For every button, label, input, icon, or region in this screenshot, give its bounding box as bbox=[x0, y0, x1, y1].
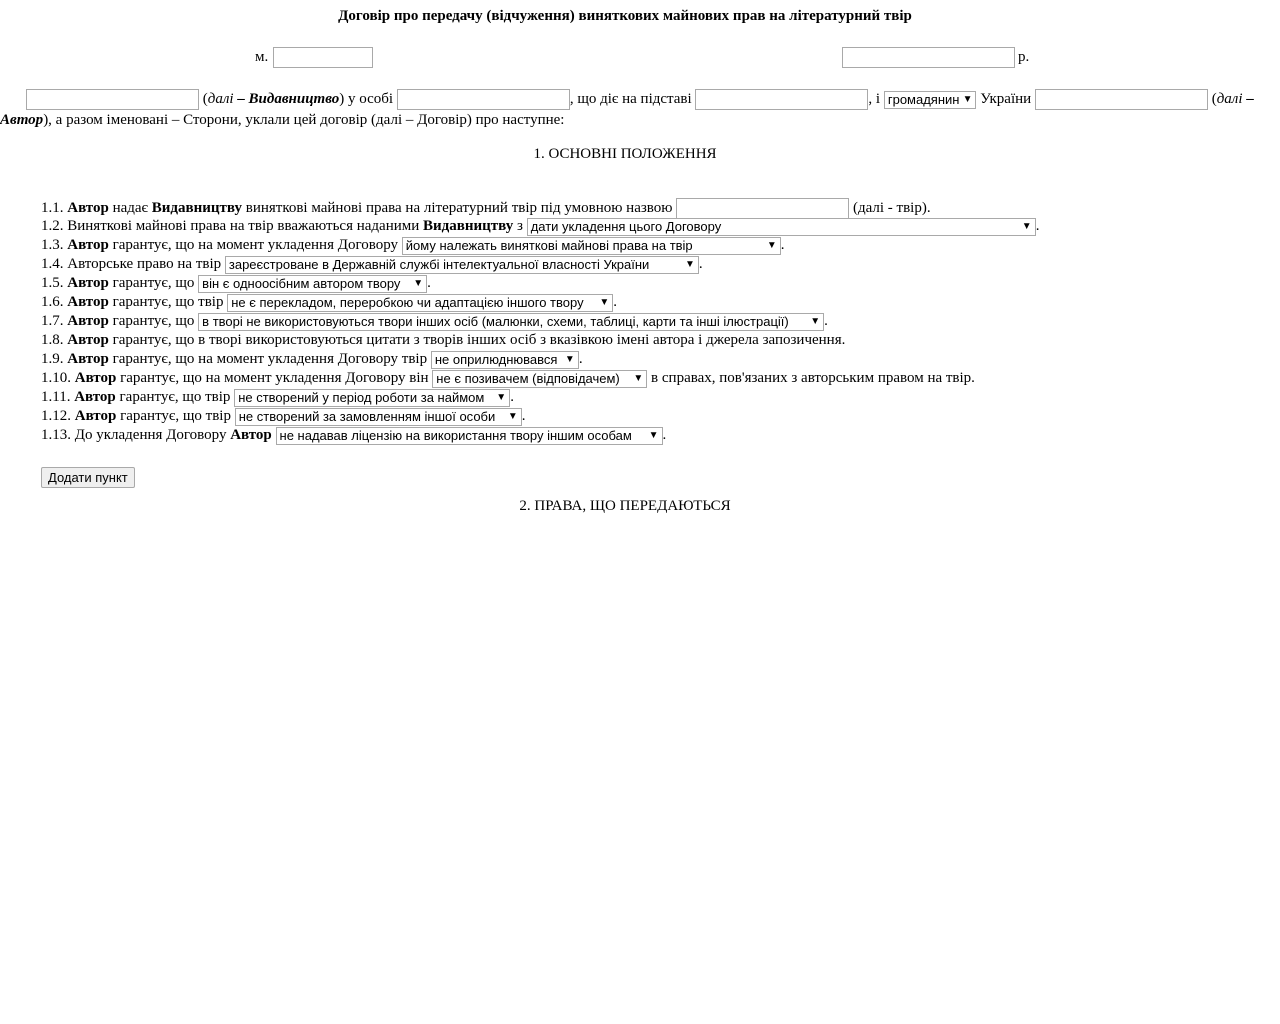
clause-end: . bbox=[780, 237, 785, 253]
select-value: не є перекладом, переробкою чи адаптацією іншого твору bbox=[231, 294, 584, 310]
chevron-down-icon: ▼ bbox=[962, 93, 973, 105]
author-term: Автор bbox=[67, 237, 109, 253]
clause-number: 1.1. bbox=[41, 199, 64, 216]
author-alias-open: ( bbox=[1211, 91, 1217, 107]
basis-input[interactable] bbox=[695, 89, 868, 110]
clause-text: гарантує, що твір bbox=[119, 389, 231, 405]
chevron-down-icon: ▼ bbox=[507, 410, 518, 422]
clause-end: . bbox=[824, 313, 828, 329]
author-term: Автор bbox=[67, 199, 109, 216]
clause-text: з bbox=[517, 218, 523, 234]
clause-text: гарантує, що на момент укладення Договору bbox=[112, 237, 399, 253]
sole-author-select[interactable] bbox=[198, 275, 427, 293]
clause-text: Виняткові майнові права на твір вважаються наданими bbox=[67, 218, 420, 234]
and-text: , і bbox=[868, 91, 881, 107]
copyright-registration-select[interactable] bbox=[225, 256, 699, 274]
clause-number: 1.5. bbox=[41, 275, 64, 291]
publication-status-select[interactable] bbox=[431, 351, 579, 369]
select-value: не оприлюднювався bbox=[434, 351, 558, 367]
author-term: Автор bbox=[67, 294, 109, 310]
clause-text: гарантує, що bbox=[112, 313, 195, 329]
select-value: не надавав ліцензію на використання твору іншим особам bbox=[279, 427, 632, 443]
clause-1-2 bbox=[41, 217, 1261, 236]
clause-text: До укладення Договору bbox=[74, 427, 227, 443]
clause-end: . bbox=[613, 294, 617, 310]
acting-basis-text: , що діє на підставі bbox=[569, 91, 692, 107]
chevron-down-icon: ▼ bbox=[810, 315, 821, 327]
clause-text: гарантує, що на момент укладення Договору твір bbox=[112, 351, 428, 367]
clause-1-8 bbox=[41, 331, 1261, 350]
clause-number: 1.3. bbox=[41, 237, 64, 253]
clause-end: . bbox=[510, 389, 514, 405]
clause-text: гарантує, що твір bbox=[120, 408, 231, 424]
clause-end: . bbox=[578, 351, 583, 367]
clause-end: . bbox=[521, 408, 526, 424]
clause-1-12 bbox=[41, 407, 1261, 426]
clause-text: гарантує, що на момент укладення Договору він bbox=[120, 370, 429, 386]
clause-text: гарантує, що твір bbox=[112, 294, 224, 310]
clause-text: (далі - твір). bbox=[852, 199, 931, 216]
clause-end: . bbox=[1035, 218, 1040, 234]
author-term: Автор bbox=[67, 332, 109, 348]
city-date-row bbox=[0, 47, 1280, 69]
select-value: дати укладення цього Договору bbox=[530, 218, 722, 234]
select-value: йому належать виняткові майнові права на твір bbox=[405, 237, 693, 253]
publisher-term: Видавництву bbox=[423, 218, 514, 234]
clause-number: 1.7. bbox=[41, 313, 64, 329]
clause-1-7 bbox=[41, 312, 1261, 331]
employment-status-select[interactable] bbox=[234, 389, 510, 407]
select-value: в творі не використовуються твори інших осіб (малюнки, схеми, таблиці, карти та інші ілюстрації) bbox=[202, 313, 789, 329]
work-title-input[interactable] bbox=[676, 198, 849, 219]
license-status-select[interactable] bbox=[276, 427, 663, 445]
clause-1-3 bbox=[41, 236, 1261, 255]
representative-input[interactable] bbox=[397, 89, 570, 110]
publisher-alias-close: ) у особі bbox=[339, 91, 394, 107]
author-term: Автор bbox=[67, 275, 109, 291]
country-text: України bbox=[980, 91, 1032, 107]
clause-number: 1.10. bbox=[41, 370, 71, 386]
dash-text: – bbox=[1242, 91, 1254, 107]
clause-text: виняткові майнові права на літературний твір під умовною назвою bbox=[245, 199, 673, 216]
clause-number: 1.8. bbox=[41, 332, 64, 348]
clause-number: 1.2. bbox=[41, 218, 64, 234]
clause-number: 1.9. bbox=[41, 351, 64, 367]
litigation-status-select[interactable] bbox=[432, 370, 647, 388]
author-term: Автор bbox=[74, 389, 116, 405]
author-term: Автор bbox=[67, 313, 109, 329]
clause-text: гарантує, що в творі використовуються цитати з творів інших осіб з вказівкою імені автора і джерела запозичення. bbox=[112, 332, 846, 348]
city-input[interactable] bbox=[273, 47, 373, 68]
clause-number: 1.6. bbox=[41, 294, 64, 310]
select-value: не є позивачем (відповідачем) bbox=[436, 370, 620, 386]
chevron-down-icon: ▼ bbox=[564, 353, 575, 365]
chevron-down-icon: ▼ bbox=[633, 372, 644, 384]
rights-start-select[interactable] bbox=[527, 218, 1036, 236]
clause-end: в справах, пов'язаних з авторським правом на твір. bbox=[651, 370, 975, 386]
section-heading-1: 1. ОСНОВНІ ПОЛОЖЕННЯ bbox=[533, 146, 717, 162]
clause-1-4 bbox=[41, 255, 1261, 274]
clause-1-5 bbox=[41, 274, 1261, 293]
author-alias: Автор bbox=[0, 112, 44, 129]
date-input[interactable] bbox=[842, 47, 1015, 68]
contract-title: Договір про передачу (відчуження) виняткових майнових прав на літературний твір bbox=[338, 8, 912, 24]
select-value: не створений за замовленням іншої особи bbox=[238, 408, 496, 424]
add-clause-button[interactable]: Додати пункт bbox=[41, 467, 135, 488]
dali-text: далі bbox=[1216, 91, 1243, 107]
date-suffix: р. bbox=[1018, 49, 1030, 65]
clause-end: . bbox=[662, 427, 667, 443]
chevron-down-icon: ▼ bbox=[648, 429, 659, 441]
author-term: Автор bbox=[74, 370, 117, 386]
derivative-work-select[interactable] bbox=[227, 294, 613, 312]
clause-1-11 bbox=[41, 388, 1261, 407]
clause-number: 1.4. bbox=[41, 256, 64, 272]
clause-text: Авторське право на твір bbox=[67, 256, 222, 272]
clause-number: 1.11. bbox=[41, 389, 71, 405]
publisher-alias: Видавництво bbox=[248, 91, 340, 107]
clause-text: гарантує, що bbox=[112, 275, 195, 291]
select-value: він є одноосібним автором твору bbox=[202, 275, 401, 291]
clause-1-13 bbox=[41, 426, 1261, 445]
clause-1-10 bbox=[41, 369, 1261, 388]
author-term: Автор bbox=[67, 351, 109, 367]
dash-text: – bbox=[233, 91, 249, 107]
author-term: Автор bbox=[74, 408, 117, 424]
select-value: не створений у період роботи за наймом bbox=[238, 389, 485, 405]
publisher-term: Видавництву bbox=[151, 199, 242, 216]
citizen-select[interactable] bbox=[884, 91, 977, 109]
third-party-works-select[interactable] bbox=[198, 313, 824, 331]
chevron-down-icon: ▼ bbox=[413, 277, 424, 289]
chevron-down-icon: ▼ bbox=[766, 239, 777, 251]
clause-1-1 bbox=[41, 198, 1261, 217]
clause-number: 1.12. bbox=[41, 408, 71, 424]
author-term: Автор bbox=[230, 427, 272, 443]
clause-1-9 bbox=[41, 350, 1261, 369]
intro-closing-text: ), а разом іменовані – Сторони, уклали цей договір (далі – Договір) про наступне: bbox=[43, 112, 565, 129]
contract-intro bbox=[0, 89, 1270, 130]
clause-text: надає bbox=[112, 199, 148, 216]
chevron-down-icon: ▼ bbox=[684, 258, 695, 270]
clause-number: 1.13. bbox=[41, 427, 71, 443]
commission-status-select[interactable] bbox=[235, 408, 522, 426]
citizen-select-value: громадянин bbox=[887, 91, 960, 107]
publisher-name-input[interactable] bbox=[26, 89, 199, 110]
dali-text: далі bbox=[207, 91, 234, 107]
chevron-down-icon: ▼ bbox=[599, 296, 610, 308]
clauses-list bbox=[41, 198, 1261, 445]
publisher-alias-open: ( bbox=[202, 91, 208, 107]
section-heading-2: 2. ПРАВА, ЩО ПЕРЕДАЮТЬСЯ bbox=[519, 498, 731, 514]
clause-end: . bbox=[427, 275, 431, 291]
chevron-down-icon: ▼ bbox=[496, 391, 507, 403]
city-prefix: м. bbox=[255, 49, 269, 65]
rights-ownership-select[interactable] bbox=[402, 237, 781, 255]
clause-end: . bbox=[698, 256, 703, 272]
author-name-input[interactable] bbox=[1035, 89, 1208, 110]
chevron-down-icon: ▼ bbox=[1021, 220, 1032, 232]
select-value: зареєстроване в Державній службі інтелектуальної власності України bbox=[228, 256, 650, 272]
clause-1-6 bbox=[41, 293, 1261, 312]
